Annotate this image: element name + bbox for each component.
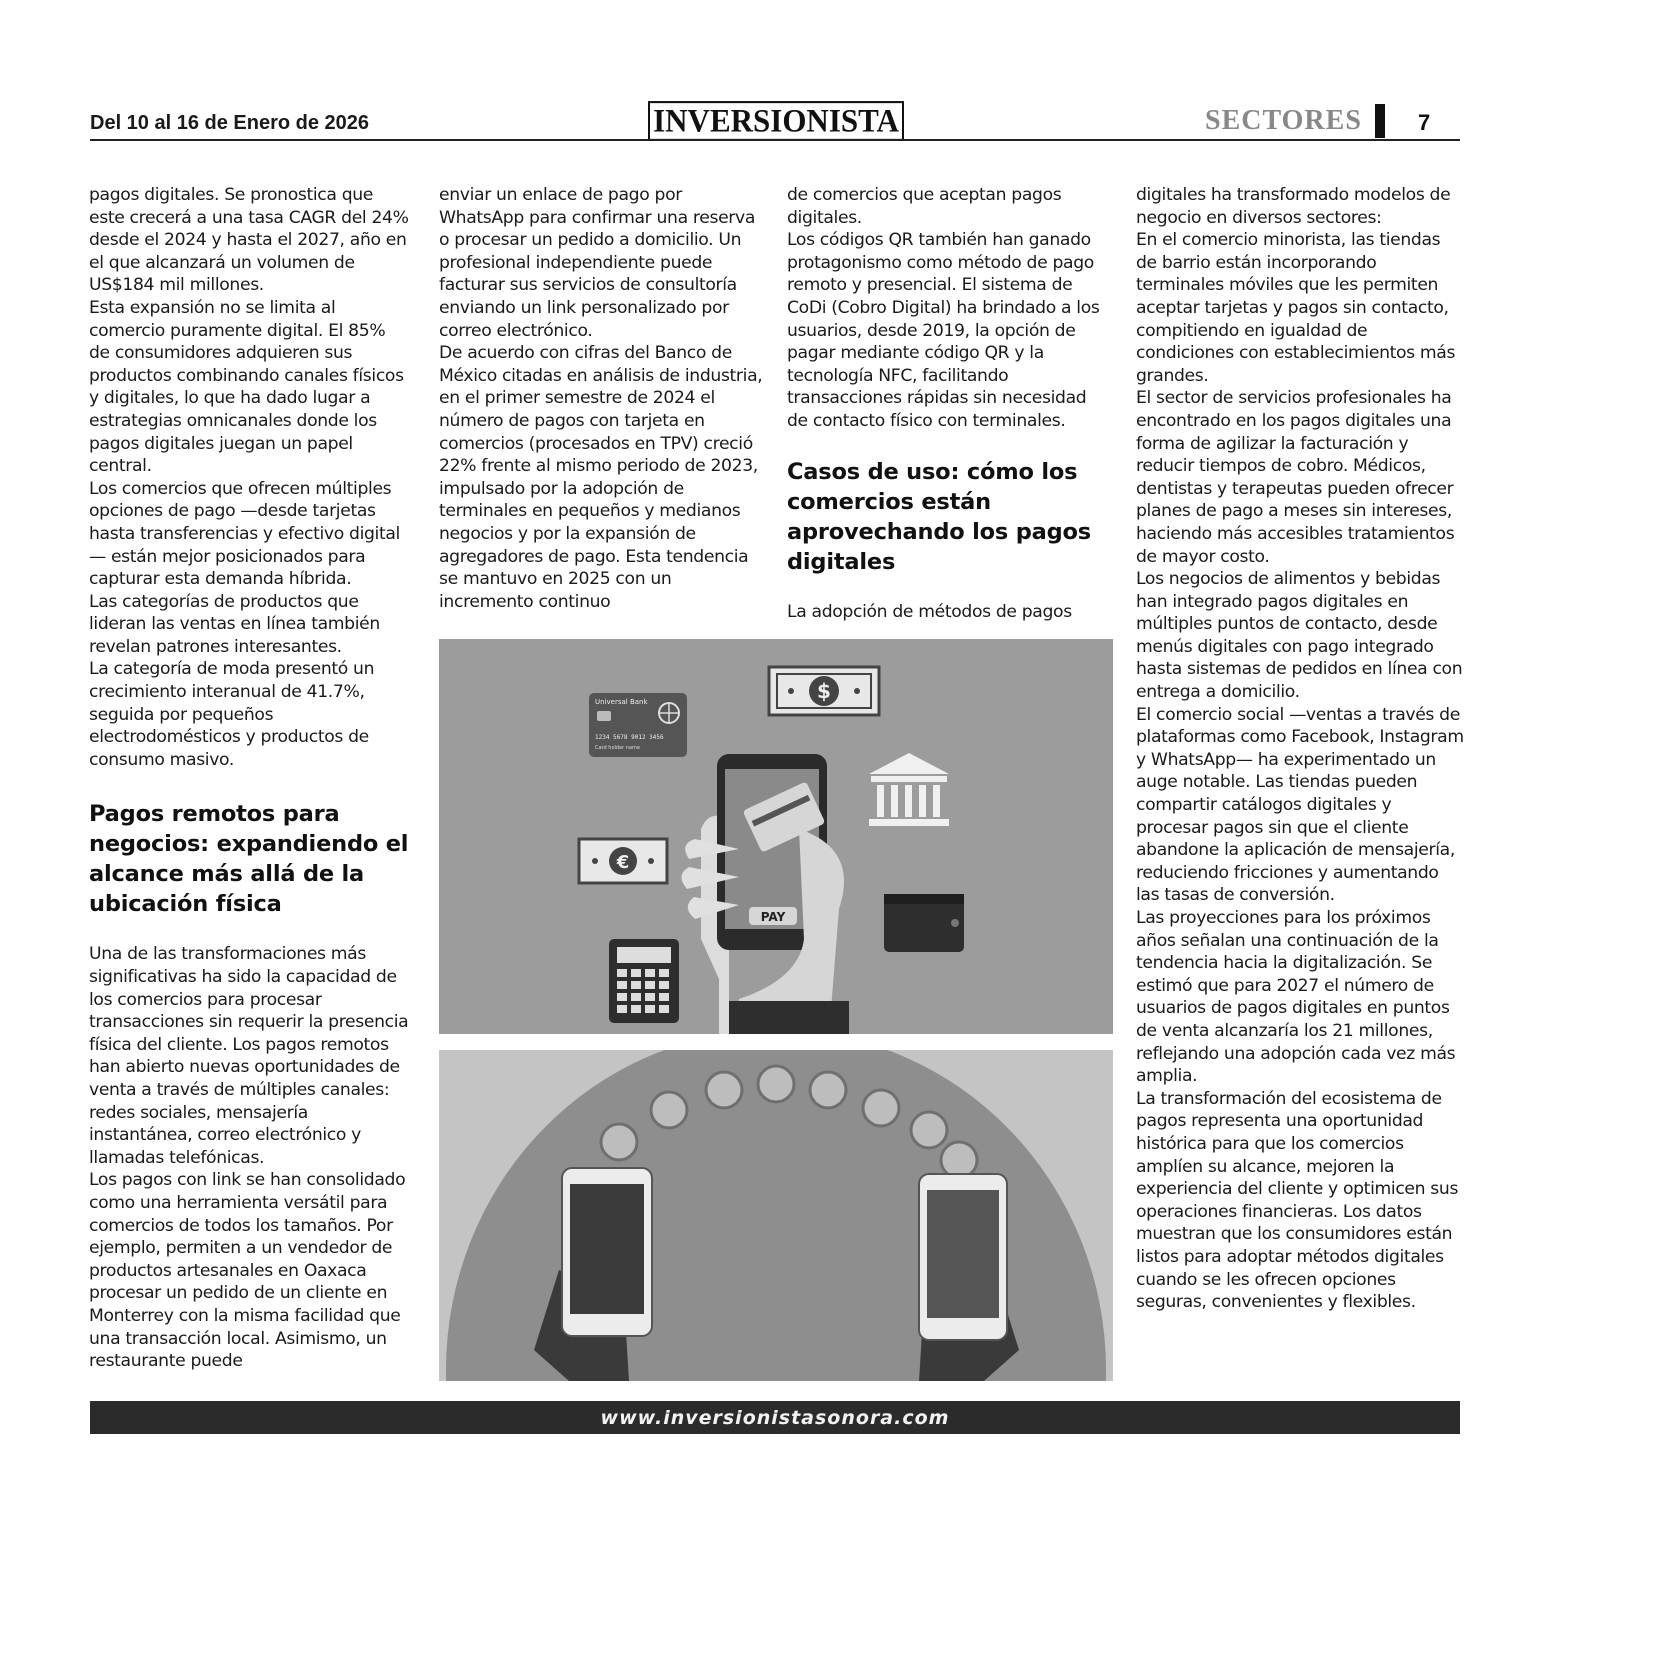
credit-card-icon [589, 693, 687, 757]
subheading-use-cases: Casos de uso: cómo los comercios están aprovechando los pagos digitales [787, 458, 1091, 575]
right-phone-icon [919, 1174, 1019, 1381]
paragraph: En el comercio minorista, las tiendas de barrio están incorporando terminales móviles que les permiten aceptar tarjetas y pagos sin contacto, compitiendo en igualdad de condiciones con establecimientos más grandes. [1136, 230, 1456, 386]
article-column-1 [89, 184, 411, 1373]
masthead-logo: INVERSIONISTA [648, 101, 904, 141]
article-column-3 [787, 184, 1107, 623]
coin-icon [941, 1142, 977, 1178]
paragraph: El sector de servicios profesionales ha encontrado en los pagos digitales una forma de agilizar la facturación y reducir tiempos de cobro. Médicos, dentistas y terapeutas pueden ofrecer planes de pago a meses sin intereses, haciendo más accesibles tratamientos de mayor costo. [1136, 388, 1455, 567]
paragraph: digitales ha transformado modelos de negocio en diversos sectores: [1136, 185, 1451, 228]
card-bank-label: Universal Bank [595, 698, 648, 706]
paragraph: Las categorías de productos que lideran las ventas en línea también revelan patrones interesantes. [89, 591, 380, 657]
paragraph: de comercios que aceptan pagos digitales. [787, 185, 1062, 228]
card-number-label: 1234 5678 9012 3456 [595, 734, 664, 741]
paragraph: Una de las transformaciones más significativas ha sido la capacidad de los comercios para procesar transacciones sin requerir la presencia física del cliente. Los pagos remotos han abierto nuevas oportunidades de venta a través de múltiples canales: redes sociales, mensajería instantánea, correo electrónico y llamadas telefónicas. [89, 944, 409, 1168]
header-rule [90, 139, 1460, 141]
card-holder-label: Card holder name [595, 745, 640, 751]
paragraph: La transformación del ecosistema de pagos representa una oportunidad histórica para que los comercios amplíen su alcance, mejoren la experiencia del cliente y optimicen sus operaciones financieras. Los datos muestran que los consumidores están listos para adoptar métodos digitales cuando se les ofrecen opciones seguras, convenientes y flexibles. [1136, 1088, 1459, 1313]
paragraph: La adopción de métodos de pagos [787, 601, 1072, 622]
page-number: 7 [1418, 110, 1431, 135]
paragraph: De acuerdo con cifras del Banco de México citadas en análisis de industria, en el primer semestre de 2024 el número de pagos con tarjeta en comercios (procesados en TPV) creció 22% frente al mismo periodo de 2023, impulsado por la adopción de terminales en pequeños y medianos negocios y por la expansión de agregadores de pago. Esta tendencia se mantuvo en 2025 con un incremento continuo [439, 343, 763, 612]
section-name: SECTORES [1205, 105, 1362, 136]
coin-icon [651, 1092, 687, 1128]
euro-bill-icon [579, 839, 667, 883]
coin-icon [601, 1124, 637, 1160]
article-column-4 [1136, 184, 1464, 1314]
coin-icon [911, 1112, 947, 1148]
subheading-remote-payments: Pagos remotos para negocios: expandiendo el alcance más allá de la ubicación física [89, 801, 409, 918]
dollar-bill-icon [769, 667, 879, 715]
dollar-symbol: $ [817, 679, 831, 703]
paragraph: enviar un enlace de pago por WhatsApp para confirmar una reserva o procesar un pedido a domicilio. Un profesional independiente puede facturar sus servicios de consultoría enviando un link personalizado por correo electrónico. [439, 185, 756, 341]
wallet-icon [884, 894, 964, 952]
coin-icon [863, 1090, 899, 1126]
paragraph: La categoría de moda presentó un crecimiento interanual de 41.7%, seguida por pequeños electrodomésticos y productos de consumo masivo. [89, 659, 375, 770]
calculator-icon [609, 939, 679, 1023]
euro-symbol: € [616, 852, 630, 873]
paragraph: pagos digitales. Se pronostica que este crecerá a una tasa CAGR del 24% desde el 2024 y hasta el 2027, año en el que alcanzará un volumen de US$184 mil millones. [89, 185, 409, 296]
paragraph: Los negocios de alimentos y bebidas han integrado pagos digitales en múltiples puntos de contacto, desde menús digitales con pago integrado hasta sistemas de pedidos en línea con entrega a domicilio. [1136, 569, 1463, 703]
paragraph: Las proyecciones para los próximos años señalan una continuación de la tendencia hacia la digitalización. Se estimó que para 2027 el número de usuarios de pagos digitales en puntos de venta alcanzaría los 21 millones, reflejando una adopción cada vez más amplia. [1136, 908, 1456, 1087]
illustration-mobile-payment [439, 639, 1113, 1034]
paragraph: Los códigos QR también han ganado protagonismo como método de pago remoto y presencial. El sistema de CoDi (Cobro Digital) ha brindado a los usuarios, desde 2019, la opción de pagar mediante código QR y la tecnología NFC, facilitando transacciones rápidas sin necesidad de contacto físico con terminales. [787, 230, 1100, 431]
section-bar [1375, 104, 1385, 138]
issue-date: Del 10 al 16 de Enero de 2026 [90, 112, 370, 134]
coin-icon [758, 1066, 794, 1102]
paragraph: Los pagos con link se han consolidado como una herramienta versátil para comercios de todos los tamaños. Por ejemplo, permiten a un vendedor de productos artesanales en Oaxaca procesar un pedido de un cliente en Monterrey con la misma facilidad que una transacción local. Asimismo, un restaurante puede [89, 1170, 406, 1372]
article-column-2 [439, 184, 769, 613]
coin-icon [706, 1072, 742, 1108]
pay-button-label: PAY [760, 910, 786, 924]
footer-bar [90, 1401, 1460, 1434]
paragraph: Los comercios que ofrecen múltiples opciones de pago —desde tarjetas hasta transferencias y efectivo digital— están mejor posicionados para capturar esta demanda híbrida. [89, 478, 400, 590]
website-link[interactable]: www.inversionistasonora.com [600, 1406, 950, 1429]
photo-phone-coin-transfer [439, 1050, 1113, 1381]
coin-icon [810, 1072, 846, 1108]
paragraph: El comercio social —ventas a través de plataformas como Facebook, Instagram y WhatsApp— ha experimentado un auge notable. Las tiendas pueden compartir catálogos digitales y procesar pagos sin que el cliente abandone la aplicación de mensajería, reduciendo fricciones y aumentando las tasas de conversión. [1136, 704, 1464, 906]
paragraph: Esta expansión no se limita al comercio puramente digital. El 85% de consumidores adquieren sus productos combinando canales físicos y digitales, lo que ha dado lugar a estrategias omnicanales donde los pagos digitales juegan un papel central. [89, 297, 404, 477]
